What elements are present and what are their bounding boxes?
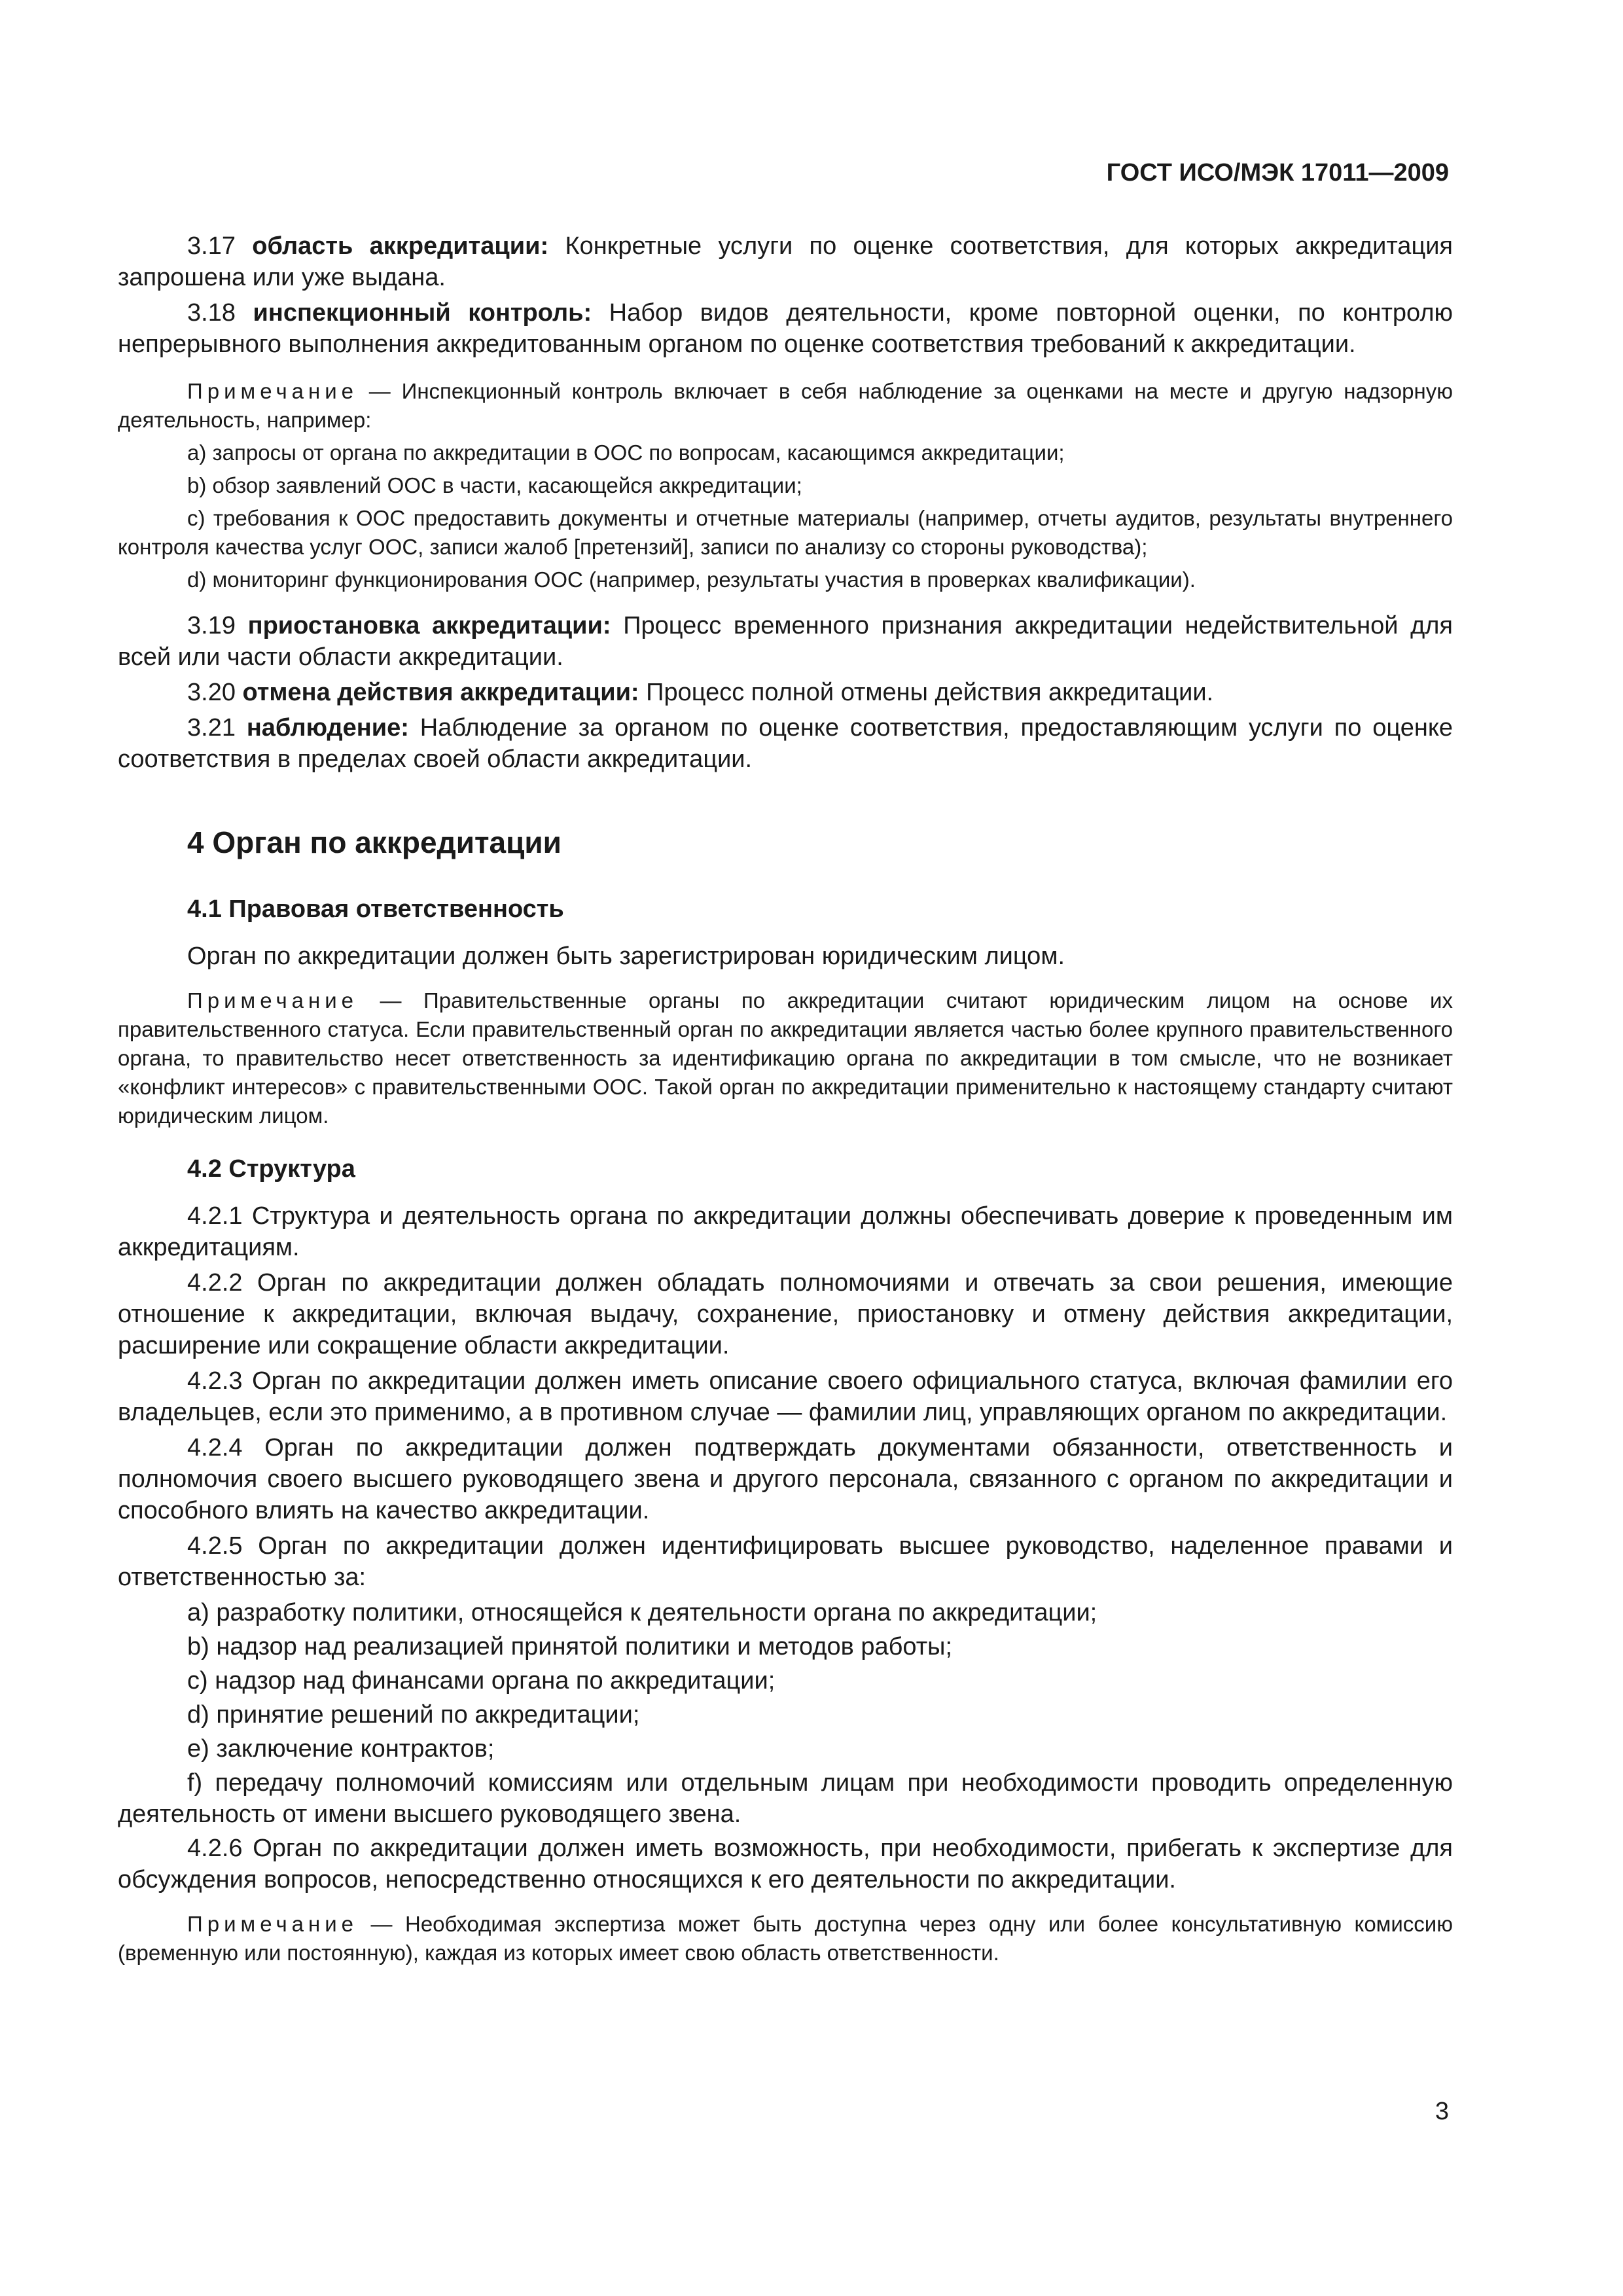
- term: инспекционный контроль:: [253, 299, 592, 327]
- term: отмена действия аккредитации:: [242, 679, 639, 706]
- paragraph-4-1: Орган по аккредитации должен быть зарегистрирован юридическим лицом.: [187, 942, 1065, 970]
- list-item: e) заключение контрактов;: [187, 1735, 495, 1763]
- note-4-2: Примечание — Необходимая экспертиза может быть доступна через одну или более консультативную комиссию (временную или постоянную), каждая из которых имеет свою область ответственности.: [118, 1912, 1453, 1965]
- definition-3-17: 3.17 область аккредитации: Конкретные услуги по оценке соответствия, для которых аккредитация запрошена или уже выдана.: [118, 232, 1454, 291]
- note-inspection: Примечание — Инспекционный контроль включает в себя наблюдение за оценками на месте и другую надзорную деятельность, например:: [118, 379, 1453, 432]
- note-label: Примечание: [187, 988, 359, 1013]
- definition-3-18: 3.18 инспекционный контроль: Набор видов деятельности, кроме повторной оценки, по контролю непрерывного выполнения аккредитованным органом по оценке соответствия требований к аккредитации.: [118, 299, 1454, 358]
- document-header: ГОСТ ИСО/МЭК 17011—2009: [1106, 159, 1449, 187]
- paragraph-4-2-4: 4.2.4 Орган по аккредитации должен подтверждать документами обязанности, ответственность и полномочия своего высшего руководящего звена и другого персонала, связанного с органом по аккредитации и способного влиять на качество аккредитации.: [118, 1434, 1453, 1524]
- paragraph-4-2-5: 4.2.5 Орган по аккредитации должен идентифицировать высшее руководство, наделенное правами и ответственностью за:: [118, 1532, 1453, 1591]
- term: область аккредитации:: [252, 232, 549, 260]
- term: приостановка аккредитации:: [247, 612, 611, 639]
- list-item: c) надзор над финансами органа по аккредитации;: [187, 1667, 776, 1695]
- list-item: b) надзор над реализацией принятой политики и методов работы;: [187, 1633, 953, 1660]
- list-item: a) разработку политики, относящейся к деятельности органа по аккредитации;: [187, 1599, 1097, 1626]
- definition-3-19: 3.19 приостановка аккредитации: Процесс временного признания аккредитации недействительной для всей или части области аккредитации.: [118, 612, 1453, 671]
- document-body: [118, 230, 1453, 1971]
- definition-3-20: 3.20 отмена действия аккредитации: Процесс полной отмены действия аккредитации.: [187, 679, 1214, 706]
- section-4-1-title: 4.1 Правовая ответственность: [187, 895, 564, 923]
- list-item: f) передачу полномочий комиссиям или отдельным лицам при необходимости проводить определенную деятельность от имени высшего руководящего звена.: [118, 1769, 1453, 1828]
- section-4-title: 4 Орган по аккредитации: [187, 825, 562, 859]
- section-4-2-title: 4.2 Структура: [187, 1155, 355, 1183]
- paragraph-4-2-2: 4.2.2 Орган по аккредитации должен обладать полномочиями и отвечать за свои решения, имеющие отношение к аккредитации, включая выдачу, сохранение, приостановку и отмену действия аккредитации, расширение или сокращение области аккредитации.: [118, 1269, 1453, 1359]
- note-label: Примечание: [187, 379, 359, 403]
- list-item: a) запросы от органа по аккредитации в ООС по вопросам, касающимся аккредитации;: [187, 440, 1065, 465]
- note-label: Примечание: [187, 1912, 359, 1936]
- definition-3-21: 3.21 наблюдение: Наблюдение за органом по оценке соответствия, предоставляющим услуги по оценке соответствия в пределах своей области аккредитации.: [118, 714, 1454, 773]
- list-item: c) требования к ООС предоставить документы и отчетные материалы (например, отчеты аудитов, результаты внутреннего контроля качества услуг ООС, записи жалоб [претензий], записи по анализу со стороны руководства);: [118, 506, 1453, 559]
- list-item: d) принятие решений по аккредитации;: [187, 1701, 640, 1729]
- page-number: 3: [1435, 2098, 1449, 2125]
- term: наблюдение:: [246, 714, 409, 742]
- paragraph-4-2-3: 4.2.3 Орган по аккредитации должен иметь описание своего официального статуса, включая фамилии его владельцев, если это применимо, а в противном случае — фамилии лиц, управляющих органом по аккредитации.: [118, 1367, 1453, 1426]
- list-item: d) мониторинг функционирования ООС (например, результаты участия в проверках квалификации).: [187, 567, 1196, 592]
- list-item: b) обзор заявлений ООС в части, касающейся аккредитации;: [187, 473, 802, 497]
- paragraph-4-2-6: 4.2.6 Орган по аккредитации должен иметь возможность, при необходимости, прибегать к экспертизе для обсуждения вопросов, непосредственно относящихся к его деятельности по аккредитации.: [118, 1835, 1453, 1893]
- paragraph-4-2-1: 4.2.1 Структура и деятельность органа по аккредитации должны обеспечивать доверие к проведенным им аккредитациям.: [118, 1202, 1453, 1261]
- note-4-1: Примечание — Правительственные органы по аккредитации считают юридическим лицом на основе их правительственного статуса. Если правительственный орган по аккредитации является частью более крупного правительственного органа, то правительство несет ответственность за идентификацию органа по аккредитации в том смысле, что не возникает «конфликт интересов» с правительственными ООС. Такой орган по аккредитации применительно к настоящему стандарту считают юридическим лицом.: [118, 988, 1453, 1128]
